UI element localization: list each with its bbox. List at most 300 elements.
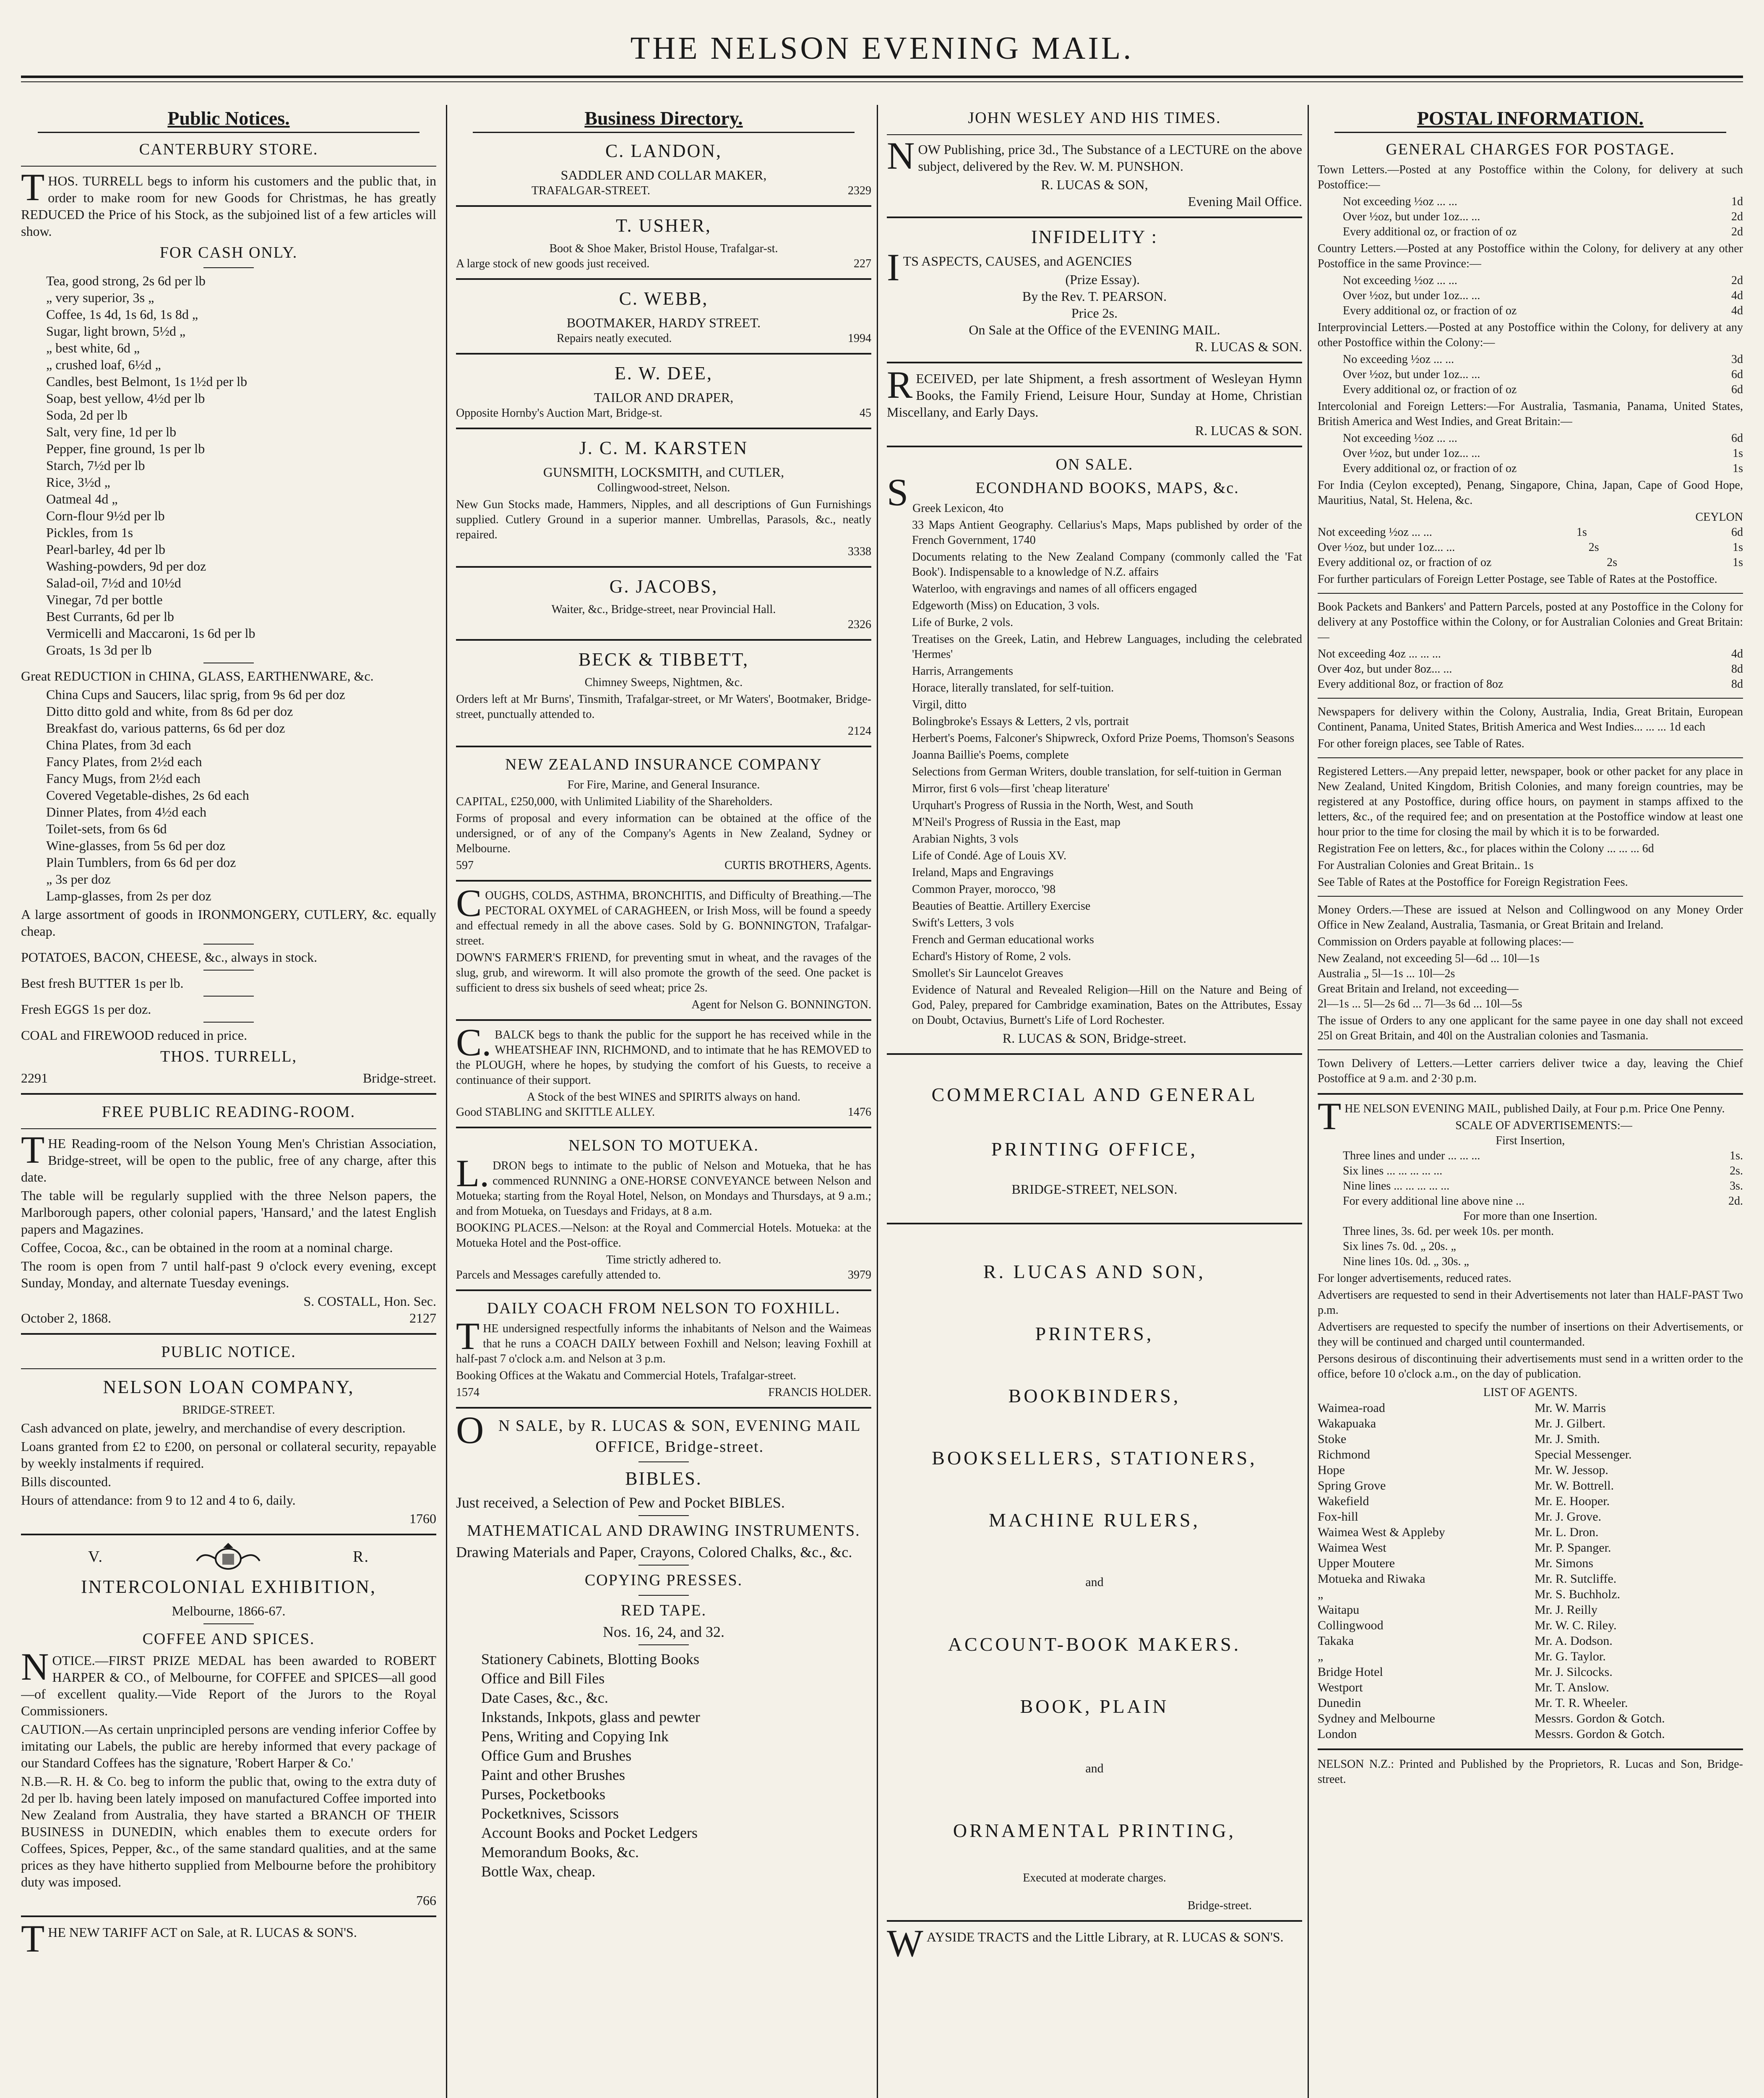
- farmers-friend-text: DOWN'S FARMER'S FRIEND, for preventing smut in wheat, and the ravages of the slug, grub, and wireworm. It will also promote the growth of the seed. One packet is sufficient to dress six bushels of seed wheat; price 2s.: [456, 951, 871, 994]
- agent-name: Mr. L. Dron.: [1535, 1525, 1599, 1539]
- book-item: Life of Condé. Age of Louis XV.: [912, 849, 1067, 862]
- rate-value: 8d: [1731, 678, 1743, 691]
- country-rates: [1318, 273, 1743, 318]
- divider: [1318, 1093, 1743, 1095]
- first-rates: [1318, 1148, 1743, 1209]
- book-item: Arabian Nights, 3 vols: [912, 832, 1019, 845]
- rate-row: [1343, 1179, 1743, 1194]
- infidelity-sub: ITS ASPECTS, CAUSES, and AGENCIES: [887, 246, 1132, 289]
- coffee-p2: CAUTION.—As certain unprincipled persons are vending inferior Coffee by imitating our Labels, the public are hereby informed that every package of our Standard Coffees has the signature, 'Robert Harper & Co.': [21, 1722, 436, 1770]
- rate-label: Over ½oz, but under 1oz... ...: [1343, 289, 1480, 302]
- divider: [456, 205, 871, 207]
- rate-value: 1s: [1733, 556, 1743, 569]
- rate-row: [1343, 224, 1743, 240]
- printing-trade: ACCOUNT-BOOK MAKERS.: [948, 1634, 1241, 1655]
- wesley-title: JOHN WESLEY AND HIS TIMES.: [968, 109, 1221, 127]
- karsten-address: Collingwood-street, Nelson.: [597, 481, 730, 494]
- agent-name: Mr. J. Smith.: [1535, 1432, 1600, 1446]
- stationery-item: Account Books and Pocket Ledgers: [481, 1824, 698, 1841]
- agent-name: Mr. J. Grove.: [1535, 1510, 1602, 1524]
- ad-number: 1994: [848, 332, 871, 345]
- book-item: M'Neil's Progress of Russia in the East, map: [912, 816, 1120, 829]
- book-item: Ireland, Maps and Engravings: [912, 866, 1054, 879]
- exhibition-sub: Melbourne, 1866-67.: [172, 1603, 286, 1618]
- grocery-item: Starch, 7½d per lb: [46, 458, 145, 473]
- coach-signature: FRANCIS HOLDER.: [768, 1386, 871, 1399]
- dee-trade: TAILOR AND DRAPER,: [594, 390, 734, 405]
- rate-value: 4d: [1731, 647, 1743, 660]
- rate-value: 1s: [1733, 447, 1743, 460]
- rate-row: [1343, 1164, 1743, 1179]
- stationery-item: Office Gum and Brushes: [481, 1747, 632, 1764]
- agent-place: Bridge Hotel: [1318, 1665, 1383, 1679]
- divider: [887, 1053, 1302, 1055]
- postal-header: POSTAL INFORMATION.: [1334, 105, 1726, 133]
- agent-place: Takaka: [1318, 1634, 1354, 1648]
- wesley-sig2: Evening Mail Office.: [1188, 194, 1302, 209]
- rate-value: 6d: [1731, 526, 1743, 539]
- landon-name: C. LANDON,: [605, 141, 722, 161]
- agent-place: Motueka and Riwaka: [1318, 1572, 1425, 1586]
- registered-letters: Registered Letters.—Any prepaid letter, newspaper, book or other packet for any place in New Zealand, United Kingdom, British Colonies, and many foreign countries, may be registered at any Postoffice, during office hours, on payment in stamps affixed to the letters, &c., of the required fee; and on presentation at the Postoffice window at least one hour prior to the time for closing the mail by which it is to be forwarded.: [1318, 765, 1743, 838]
- rate-row: [1343, 461, 1743, 476]
- masthead-rule-thin: [21, 81, 1743, 82]
- rate-row: [1318, 555, 1743, 570]
- interprov-rates: [1318, 352, 1743, 397]
- stationery-item: Paint and other Brushes: [481, 1767, 625, 1783]
- agent-name: Mr. W. Marris: [1535, 1401, 1606, 1415]
- agent-name: Mr. R. Sutcliffe.: [1535, 1572, 1617, 1586]
- book-item: Edgeworth (Miss) on Education, 3 vols.: [912, 599, 1100, 612]
- tariff-act-notice: THE NEW TARIFF ACT on Sale, at R. LUCAS & SON'S.: [21, 1917, 357, 1960]
- stationery-list: [456, 1649, 871, 1881]
- divider: [456, 639, 871, 641]
- divider: [21, 1368, 436, 1369]
- ad-number: 227: [854, 257, 871, 270]
- printing-exec: Executed at moderate charges.: [1023, 1871, 1166, 1884]
- grocery-item: Salad-oil, 7½d and 10½d: [46, 575, 181, 590]
- grocery-item: Soap, best yellow, 4½d per lb: [46, 391, 205, 406]
- china-item: Fancy Mugs, from 2½d each: [46, 771, 201, 786]
- agent-name: Messrs. Gordon & Gotch.: [1535, 1712, 1665, 1725]
- divider: [887, 1223, 1302, 1224]
- business-directory-header: Business Directory.: [473, 105, 855, 133]
- divider: [638, 1515, 689, 1516]
- further-particulars: For further particulars of Foreign Letter Postage, see Table of Rates at the Postoffice.: [1318, 573, 1717, 586]
- webb-name: C. WEBB,: [619, 288, 709, 309]
- karsten-name: J. C. M. KARSTEN: [579, 438, 748, 458]
- imprint: NELSON N.Z.: Printed and Published by the Proprietors, R. Lucas and Son, Bridge-street.: [1318, 1758, 1743, 1786]
- dee-name: E. W. DEE,: [614, 363, 713, 384]
- webb-trade: BOOTMAKER, HARDY STREET.: [566, 315, 761, 330]
- divider: [21, 1093, 436, 1095]
- rate-label: Over 4oz, but under 8oz... ...: [1318, 663, 1452, 676]
- stationery-item: Office and Bill Files: [481, 1670, 605, 1687]
- infidelity-by: By the Rev. T. PEARSON.: [1022, 289, 1167, 304]
- reading-room-p3: Coffee, Cocoa, &c., can be obtained in the room at a nominal charge.: [21, 1240, 393, 1255]
- divider: [203, 1022, 254, 1023]
- motueka-p1: L.DRON begs to intimate to the public of Nelson and Motueka, that he has commenced RUNNING a ONE-HORSE CONVEYANCE between Nelson and Motueka; starting from the Royal Hotel, Nelson, on Mondays and Thursdays, at 9 a.m.; and from Motueka, on Tuesdays and Fridays, at 8 a.m.: [456, 1152, 871, 1218]
- reading-room-title: FREE PUBLIC READING-ROOM.: [102, 1103, 356, 1121]
- balck-wines: A Stock of the best WINES and SPIRITS always on hand.: [527, 1091, 800, 1104]
- grocery-item: Corn-flour 9½d per lb: [46, 508, 165, 523]
- printing-trade: MACHINE RULERS,: [988, 1509, 1201, 1531]
- divider: [456, 1019, 871, 1021]
- book-item: Waterloo, with engravings and names of all officers engaged: [912, 582, 1197, 595]
- math-text: Drawing Materials and Paper, Crayons, Colored Chalks, &c., &c.: [456, 1544, 852, 1560]
- grocery-item: „ best white, 6d „: [46, 340, 140, 355]
- masthead-rule: [21, 76, 1743, 78]
- agent-name: Mr. T. Anslow.: [1535, 1680, 1609, 1694]
- rate-value: 1d: [1731, 195, 1743, 208]
- divider: [638, 1461, 689, 1462]
- stationery-item: Stationery Cabinets, Blotting Books: [481, 1651, 699, 1667]
- agent-name: Mr. T. R. Wheeler.: [1535, 1696, 1628, 1710]
- book-item: Bolingbroke's Essays & Letters, 2 vls, portrait: [912, 715, 1129, 728]
- agent-place: Stoke: [1318, 1432, 1347, 1446]
- divider: [1318, 698, 1743, 699]
- loan-p1: Cash advanced on plate, jewelry, and merchandise of every description.: [21, 1420, 406, 1435]
- rate-value: 2d: [1731, 210, 1743, 223]
- royal-crest-icon: [190, 1542, 266, 1571]
- printing-trade: BOOK, PLAIN: [1020, 1696, 1169, 1717]
- agent-place: „: [1318, 1649, 1324, 1663]
- intercol-rates: [1318, 431, 1743, 476]
- exhibition-title: INTERCOLONIAL EXHIBITION,: [81, 1576, 376, 1597]
- public-notices-header: Public Notices.: [38, 105, 420, 133]
- divider: [1318, 593, 1743, 594]
- china-list: [21, 686, 436, 904]
- motueka-title: NELSON TO MOTUEKA.: [568, 1137, 759, 1154]
- onsale-text: ON SALE, by R. LUCAS & SON, EVENING MAIL OFFICE, Bridge-street.: [456, 1409, 861, 1456]
- rate-value: 3s.: [1730, 1179, 1743, 1193]
- rate-row: Three lines, 3s. 6d. per week 10s. per month.: [1343, 1225, 1554, 1238]
- divider: [456, 746, 871, 747]
- agent-place: Hope: [1318, 1463, 1345, 1477]
- rate-value: 2s: [1588, 541, 1599, 554]
- rate-label: No exceeding ½oz ... ...: [1343, 353, 1454, 366]
- webb-note: Repairs neatly executed.: [557, 332, 672, 345]
- bibles-text: Just received, a Selection of Pew and Pocket BIBLES.: [456, 1494, 785, 1511]
- agent-place: Upper Moutere: [1318, 1556, 1395, 1570]
- china-item: Lamp-glasses, from 2s per doz: [46, 888, 211, 903]
- china-item: Wine-glasses, from 5s 6d per doz: [46, 838, 226, 853]
- agent-place: Richmond: [1318, 1448, 1370, 1461]
- rate-value: 1s: [1733, 462, 1743, 475]
- motueka-p3: Time strictly adhered to.: [606, 1253, 722, 1266]
- grocery-item: Vermicelli and Maccaroni, 1s 6d per lb: [46, 626, 255, 641]
- china-item: „ 3s per doz: [46, 872, 111, 887]
- book-item: Smollet's Sir Launcelot Greaves: [912, 967, 1063, 980]
- ceylon-label: CEYLON: [1695, 511, 1743, 524]
- book-item: Beauties of Beattie. Artillery Exercise: [912, 900, 1091, 913]
- agent-name: Mr. W. Bottrell.: [1535, 1479, 1614, 1493]
- hymn-sig: R. LUCAS & SON.: [1195, 423, 1302, 438]
- more-insertion: For more than one Insertion.: [1463, 1210, 1597, 1223]
- rate-label: For every additional line above nine ...: [1343, 1195, 1525, 1208]
- rate-label: Every additional oz, or fraction of oz: [1343, 462, 1517, 475]
- ad-number: 1476: [848, 1106, 871, 1119]
- agent-name: Mr. A. Dodson.: [1535, 1634, 1613, 1648]
- agent-name: Mr. J. Gilbert.: [1535, 1417, 1606, 1430]
- agent-place: Westport: [1318, 1680, 1363, 1694]
- agent-name: Mr. Simons: [1535, 1556, 1594, 1570]
- divider: [21, 1128, 436, 1129]
- ad-number: 45: [860, 407, 871, 420]
- copying-title: COPYING PRESSES.: [584, 1571, 743, 1589]
- interprov-letters: Interprovincial Letters.—Posted at any Postoffice within the Colony, for delivery at any other Postoffice within the Colony:—: [1318, 321, 1743, 349]
- jacobs-name: G. JACOBS,: [609, 576, 718, 597]
- grocery-item: Vinegar, 7d per bottle: [46, 592, 163, 607]
- town-letters: Town Letters.—Posted at any Postoffice within the Colony, for delivery at such Postoffice:—: [1318, 163, 1743, 191]
- ad-number: 766: [416, 1893, 436, 1908]
- divider: [456, 278, 871, 280]
- infidelity-price: Price 2s.: [1071, 305, 1118, 321]
- loan-company-street: BRIDGE-STREET.: [182, 1404, 275, 1417]
- newspapers: Newspapers for delivery within the Colony, Australia, India, Great Britain, European Continent, Panama, United States, British America and West Indies... ... ... 1d each: [1318, 705, 1743, 733]
- grocery-item: Best Currants, 6d per lb: [46, 609, 174, 624]
- rate-row: [1343, 273, 1743, 288]
- rate-value: 1s: [1576, 526, 1587, 539]
- rate-label: Every additional 8oz, or fraction of 8oz: [1318, 678, 1503, 691]
- loan-p2: Loans granted from £2 to £200, on personal or collateral security, repayable by weekly instalments if required.: [21, 1439, 436, 1471]
- agent-name: Mr. E. Hooper.: [1535, 1494, 1610, 1508]
- grocery-item: Coffee, 1s 4d, 1s 6d, 1s 8d „: [46, 307, 198, 322]
- china-item: Toilet-sets, from 6s 6d: [46, 821, 167, 836]
- rate-value: 3d: [1731, 353, 1743, 366]
- loan-p4: Hours of attendance: from 9 to 12 and 4 to 6, daily.: [21, 1493, 296, 1508]
- ad-number: 2329: [848, 184, 871, 197]
- infidelity-sale: On Sale at the Office of the EVENING MAIL.: [969, 322, 1220, 337]
- rate-row: [1343, 367, 1743, 382]
- insurance-text: Forms of proposal and every information can be obtained at the office of the undersigned, or of any of the Company's Agents in New Zealand, Sydney or Melbourne.: [456, 812, 871, 855]
- rate-label: Every additional oz, or fraction of oz: [1343, 304, 1517, 317]
- rate-label: Nine lines ... ... ... ... ...: [1343, 1179, 1450, 1193]
- agent-place: Sydney and Melbourne: [1318, 1712, 1435, 1725]
- grocery-item: Sugar, light brown, 5½d „: [46, 324, 186, 339]
- coach-p2: Booking Offices at the Wakatu and Commercial Hotels, Trafalgar-street.: [456, 1369, 797, 1382]
- agent-place: Spring Grove: [1318, 1479, 1386, 1493]
- intercol-letters: Intercolonial and Foreign Letters:—For Australia, Tasmania, Panama, United States, British America and West Indies, and Great Britain:—: [1318, 400, 1743, 428]
- town-delivery: Town Delivery of Letters.—Letter carriers deliver twice a day, leaving the Chief Postoffice at 9 a.m. and 2·30 p.m.: [1318, 1057, 1743, 1085]
- books-sig: R. LUCAS & SON, Bridge-street.: [1002, 1031, 1187, 1046]
- agent-place: Dunedin: [1318, 1696, 1361, 1710]
- agent-place: Waitapu: [1318, 1603, 1360, 1617]
- balck-text: C.BALCK begs to thank the public for the support he has received while in the WHEATSHEAF INN, RICHMOND, and to intimate that he has REMOVED to the PLOUGH, where he hopes, by studying the comfort of his Guests, to receive a continuance of their support.: [456, 1021, 871, 1087]
- rate-label: Over ½oz, but under 1oz... ...: [1318, 541, 1455, 554]
- divider: [638, 1644, 689, 1645]
- rate-label: Not exceeding ½oz ... ...: [1343, 432, 1457, 445]
- commission-row: Australia „ 5l—1s ... 10l—2s: [1318, 967, 1455, 980]
- reading-room-p1: THE Reading-room of the Nelson Young Men's Christian Association, Bridge-street, will be open to the public, free of any charge, after this date.: [21, 1128, 436, 1185]
- ironmongery-note: A large assortment of goods in IRONMONGERY, CUTLERY, &c. equally cheap.: [21, 907, 436, 939]
- rate-row: [1343, 194, 1743, 209]
- coffee-p1: NOTICE.—FIRST PRIZE MEDAL has been awarded to ROBERT HARPER & CO., of Melbourne, for COFFEE and SPICES—all good—of excellent quality.—Vide Report of the Jurors to the Royal Commissioners.: [21, 1645, 436, 1718]
- column-lucas: [887, 105, 1302, 2098]
- printing-trade: and: [1085, 1761, 1104, 1775]
- coal-note: COAL and FIREWOOD reduced in price.: [21, 1028, 248, 1043]
- grocery-item: Pickles, from 1s: [46, 525, 133, 540]
- rate-label: Six lines ... ... ... ... ...: [1343, 1164, 1443, 1177]
- ad-number: 597: [456, 859, 474, 872]
- column-rule-3: [1308, 105, 1309, 2098]
- registration-fee: Registration Fee on letters, &c., for places within the Colony ... ... ... 6d: [1318, 842, 1654, 855]
- reading-room-date: October 2, 1868.: [21, 1310, 112, 1326]
- coach-title: DAILY COACH FROM NELSON TO FOXHILL.: [487, 1300, 841, 1317]
- printing-trades: [887, 1257, 1302, 1845]
- rate-row: [1343, 431, 1743, 446]
- rate-row: [1343, 352, 1743, 367]
- rate-value: 6d: [1731, 383, 1743, 396]
- grocery-item: Pearl-barley, 4d per lb: [46, 542, 166, 557]
- divider: [21, 1333, 436, 1335]
- book-item: Greek Lexicon, 4to: [912, 502, 1004, 515]
- book-item: Joanna Baillie's Poems, complete: [912, 749, 1069, 762]
- beck-trade: Chimney Sweeps, Nightmen, &c.: [584, 676, 743, 689]
- cash-only: FOR CASH ONLY.: [159, 244, 298, 261]
- rate-label: Every additional oz, or fraction of oz: [1343, 225, 1517, 238]
- stationery-item: Pocketknives, Scissors: [481, 1805, 619, 1822]
- divider: [887, 217, 1302, 218]
- grocery-item: Oatmeal 4d „: [46, 491, 118, 506]
- column-rule-2: [877, 105, 878, 2098]
- books-sub: SECONDHAND BOOKS, MAPS, &c.: [887, 471, 1239, 514]
- grocery-list: [21, 272, 436, 658]
- grocery-item: Salt, very fine, 1d per lb: [46, 424, 177, 439]
- bibles-title: BIBLES.: [625, 1468, 702, 1489]
- coach-p1: THE undersigned respectfully informs the inhabitants of Nelson and the Waimeas that he runs a COACH DAILY between Foxhill and Nelson; leaving Foxhill at half-past 7 o'clock a.m. and Nelson at 3 p.m.: [456, 1315, 871, 1365]
- printing-trade: and: [1085, 1575, 1104, 1589]
- printing-trade: PRINTERS,: [1035, 1323, 1154, 1344]
- grocery-item: „ crushed loaf, 6½d „: [46, 357, 161, 372]
- book-item: Treatises on the Greek, Latin, and Hebrew Languages, including the celebrated 'Hermes': [912, 633, 1302, 661]
- ad-number: 3338: [848, 545, 871, 558]
- insurance-capital: CAPITAL, £250,000, with Unlimited Liability of the Shareholders.: [456, 795, 773, 808]
- bonnington-agent: Agent for Nelson G. BONNINGTON.: [691, 998, 871, 1011]
- book-item: 33 Maps Antient Geography. Cellarius's Maps, Maps published by order of the French Government, 1740: [912, 519, 1302, 547]
- rate-row: [1318, 677, 1743, 692]
- insurance-agent: CURTIS BROTHERS, Agents.: [724, 859, 871, 872]
- printing-line1: COMMERCIAL AND GENERAL: [931, 1084, 1258, 1105]
- printing-trade: ORNAMENTAL PRINTING,: [953, 1820, 1236, 1841]
- town-rates: [1318, 194, 1743, 240]
- rate-value: 1s.: [1730, 1149, 1743, 1162]
- divider: [203, 267, 254, 268]
- ad-number: 2124: [848, 725, 871, 738]
- divider: [1318, 757, 1743, 758]
- advertisers-2: Advertisers are requested to specify the number of insertions on their Advertisements, or they will be continued and charged until countermanded.: [1318, 1320, 1743, 1349]
- column-rule-1: [446, 105, 447, 2098]
- rate-row: [1318, 647, 1743, 662]
- rate-row: [1343, 303, 1743, 318]
- public-notice-title: PUBLIC NOTICE.: [161, 1343, 296, 1361]
- agent-place: Wakapuaka: [1318, 1417, 1376, 1430]
- canterbury-intro: THOS. TURRELL begs to inform his customers and the public that, in order to make room for new Goods for Christmas, he has greatly REDUCED the Price of his Stock, as the subjoined list of a few articles will show.: [21, 166, 436, 239]
- royal-v: V.: [88, 1548, 104, 1566]
- rate-value: 2d.: [1728, 1195, 1743, 1208]
- rate-label: Every additional oz, or fraction of oz: [1343, 383, 1517, 396]
- grocery-item: Soda, 2d per lb: [46, 407, 128, 423]
- rate-row: [1343, 288, 1743, 303]
- reading-room-p2: The table will be regularly supplied with the three Nelson papers, the Marlborough papers, other colonial papers, 'Hansard,' and the latest English papers and Magazines.: [21, 1188, 436, 1237]
- divider: [887, 1920, 1302, 1922]
- insurance-title: NEW ZEALAND INSURANCE COMPANY: [505, 756, 822, 773]
- agent-place: Fox-hill: [1318, 1510, 1358, 1524]
- issue-limit: The issue of Orders to any one applicant for the same payee in one day shall not exceed 25l on Great Britain, and 40l on the Australian colonies and Tasmania.: [1318, 1014, 1743, 1042]
- loan-p3: Bills discounted.: [21, 1474, 112, 1489]
- book-item: Echard's History of Rome, 2 vols.: [912, 950, 1071, 963]
- usher-trade: Boot & Shoe Maker, Bristol House, Trafalgar-st.: [549, 242, 778, 255]
- wayside-tracts: WAYSIDE TRACTS and the Little Library, at R. LUCAS & SON'S.: [887, 1922, 1284, 1965]
- stationery-item: Inkstands, Inkpots, glass and pewter: [481, 1709, 700, 1725]
- rate-value: 6d: [1731, 432, 1743, 445]
- rate-label: Every additional oz, or fraction of oz: [1318, 556, 1492, 569]
- rate-label: Not exceeding 4oz ... ... ...: [1318, 647, 1441, 660]
- hymn-text: RECEIVED, per late Shipment, a fresh assortment of Wesleyan Hymn Books, the Family Friend, Leisure Hour, Sunday at Home, Christian Miscellany, and Early Days.: [887, 363, 1302, 420]
- divider: [456, 353, 871, 355]
- book-packets: Book Packets and Bankers' and Pattern Parcels, posted at any Postoffice in the Colony for delivery at any Postoffice within the Colony, or for Australian Colonies and Great Britain:—: [1318, 600, 1743, 644]
- rate-value: 2s: [1607, 556, 1618, 569]
- grocery-item: Candles, best Belmont, 1s 1½d per lb: [46, 374, 248, 389]
- masthead: THE NELSON EVENING MAIL.: [630, 31, 1134, 66]
- scale-title: SCALE OF ADVERTISEMENTS:—: [1455, 1119, 1632, 1132]
- book-item: Horace, literally translated, for self-tuition.: [912, 681, 1114, 694]
- printing-trade: BOOKBINDERS,: [1008, 1385, 1181, 1406]
- divider: [887, 446, 1302, 447]
- usher-name: T. USHER,: [616, 215, 711, 236]
- agent-name: Mr. J. Reilly: [1535, 1603, 1598, 1617]
- divider: [887, 134, 1302, 135]
- agent-name: Mr. G. Taylor.: [1535, 1649, 1606, 1663]
- rate-row: [1343, 1194, 1743, 1209]
- agent-place: Collingwood: [1318, 1618, 1384, 1632]
- agent-place: London: [1318, 1727, 1357, 1741]
- divider: [456, 1289, 871, 1291]
- china-item: China Plates, from 3d each: [46, 737, 191, 752]
- divider: [456, 428, 871, 429]
- packet-rates: [1318, 647, 1743, 692]
- wesley-text: NOW Publishing, price 3d., The Substance of a LECTURE on the above subject, delivered by the Rev. W. M. PUNSHON.: [887, 134, 1302, 177]
- agents-title: LIST OF AGENTS.: [1483, 1386, 1578, 1399]
- usher-note: A large stock of new goods just received.: [456, 257, 650, 270]
- stationery-item: Purses, Pocketbooks: [481, 1786, 605, 1803]
- divider: [21, 1534, 436, 1535]
- canterbury-title: CANTERBURY STORE.: [139, 141, 318, 158]
- printing-trade: BOOKSELLERS, STATIONERS,: [932, 1447, 1257, 1469]
- divider: [456, 880, 871, 882]
- grocery-item: Tea, good strong, 2s 6d per lb: [46, 273, 206, 288]
- printing-trade: R. LUCAS AND SON,: [983, 1261, 1206, 1282]
- rate-value: 4d: [1731, 304, 1743, 317]
- book-item: Common Prayer, morocco, '98: [912, 883, 1056, 896]
- agent-name: Mr. S. Buchholz.: [1535, 1587, 1621, 1601]
- divider: [456, 1127, 871, 1128]
- column-public-notices: [21, 105, 436, 2098]
- china-item: China Cups and Saucers, lilac sprig, from 9s 6d per doz: [46, 687, 345, 702]
- landon-trade: SADDLER AND COLLAR MAKER,: [560, 167, 767, 183]
- divider: [203, 970, 254, 971]
- tape-title: RED TAPE.: [620, 1602, 707, 1619]
- grocery-item: Rice, 3½d „: [46, 475, 110, 490]
- stationery-item: Pens, Writing and Copying Ink: [481, 1728, 669, 1745]
- newspaper-page: [21, 25, 1743, 2098]
- divider: [1318, 896, 1743, 897]
- beck-text: Orders left at Mr Burns', Tinsmith, Trafalgar-street, or Mr Waters', Bootmaker, Bridge-street, punctually attended to.: [456, 693, 871, 721]
- rate-label: Over ½oz, but under 1oz... ...: [1343, 210, 1480, 223]
- ad-number: 2127: [409, 1310, 436, 1326]
- commission-rates: [1318, 951, 1743, 1012]
- ad-number: 2291: [21, 1070, 48, 1086]
